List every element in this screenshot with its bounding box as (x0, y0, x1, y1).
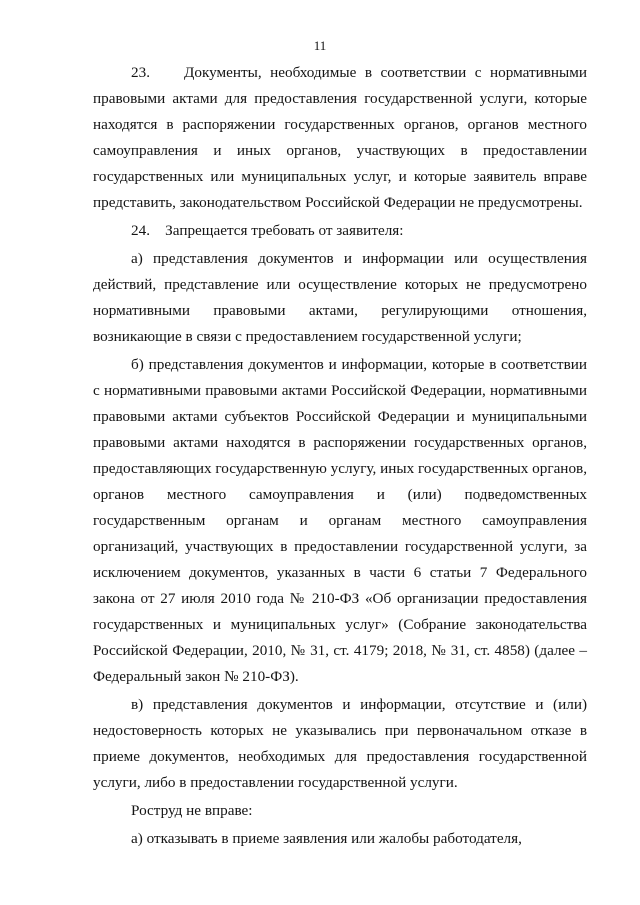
paragraph-24-b: б) представления документов и информации, которые в соответствии с нормативными правовыми актами Российской Федерации, нормативными правовыми актами субъектов Российской Федерации и муниципальными правовыми актами находятся в распоряжении государственных органов, предоставляющих государственную услугу, иных государственных органов, органов местного самоуправления и (или) подведомственных государственным органам и органам местного самоуправления организаций, участвующих в предоставлении государственной услуги, за исключением документов, указанных в части 6 статьи 7 Федерального закона от 27 июля 2010 года № 210-ФЗ «Об организации предоставления государственных и муниципальных услуг» (Собрание законодательства Российской Федерации, 2010, № 31, ст. 4179; 2018, № 31, ст. 4858) (далее – Федеральный закон № 210-ФЗ). (93, 356, 587, 685)
paragraph-24-v: в) представления документов и информации, отсутствие и (или) недостоверность которых не указывались при первоначальном отказе в приеме документов, необходимых для предоставления государственной услуги, либо в предоставлении государственной услуги. (93, 696, 587, 791)
page-number: 11 (313, 38, 327, 53)
paragraph-rostrud: Роструд не вправе: (131, 802, 253, 819)
paragraph-rostrud-a: а) отказывать в приеме заявления или жалобы работодателя, (131, 830, 522, 847)
document-body (93, 60, 587, 852)
paragraph-24-a: а) представления документов и информации или осуществления действий, представление или осуществление которых не предусмотрено нормативными правовыми актами, регулирующими отношения, возникающие в связи с предоставлением государственной услуги; (93, 250, 587, 345)
paragraph-23: 23. Документы, необходимые в соответствии с нормативными правовыми актами для предоставления государственной услуги, которые находятся в распоряжении государственных органов, органов местного самоуправления и иных органов, участвующих в предоставлении государственных или муниципальных услуг, и которые заявитель вправе представить, законодательством Российской Федерации не предусмотрены. (93, 64, 587, 211)
paragraph-24: 24. Запрещается требовать от заявителя: (131, 222, 404, 239)
